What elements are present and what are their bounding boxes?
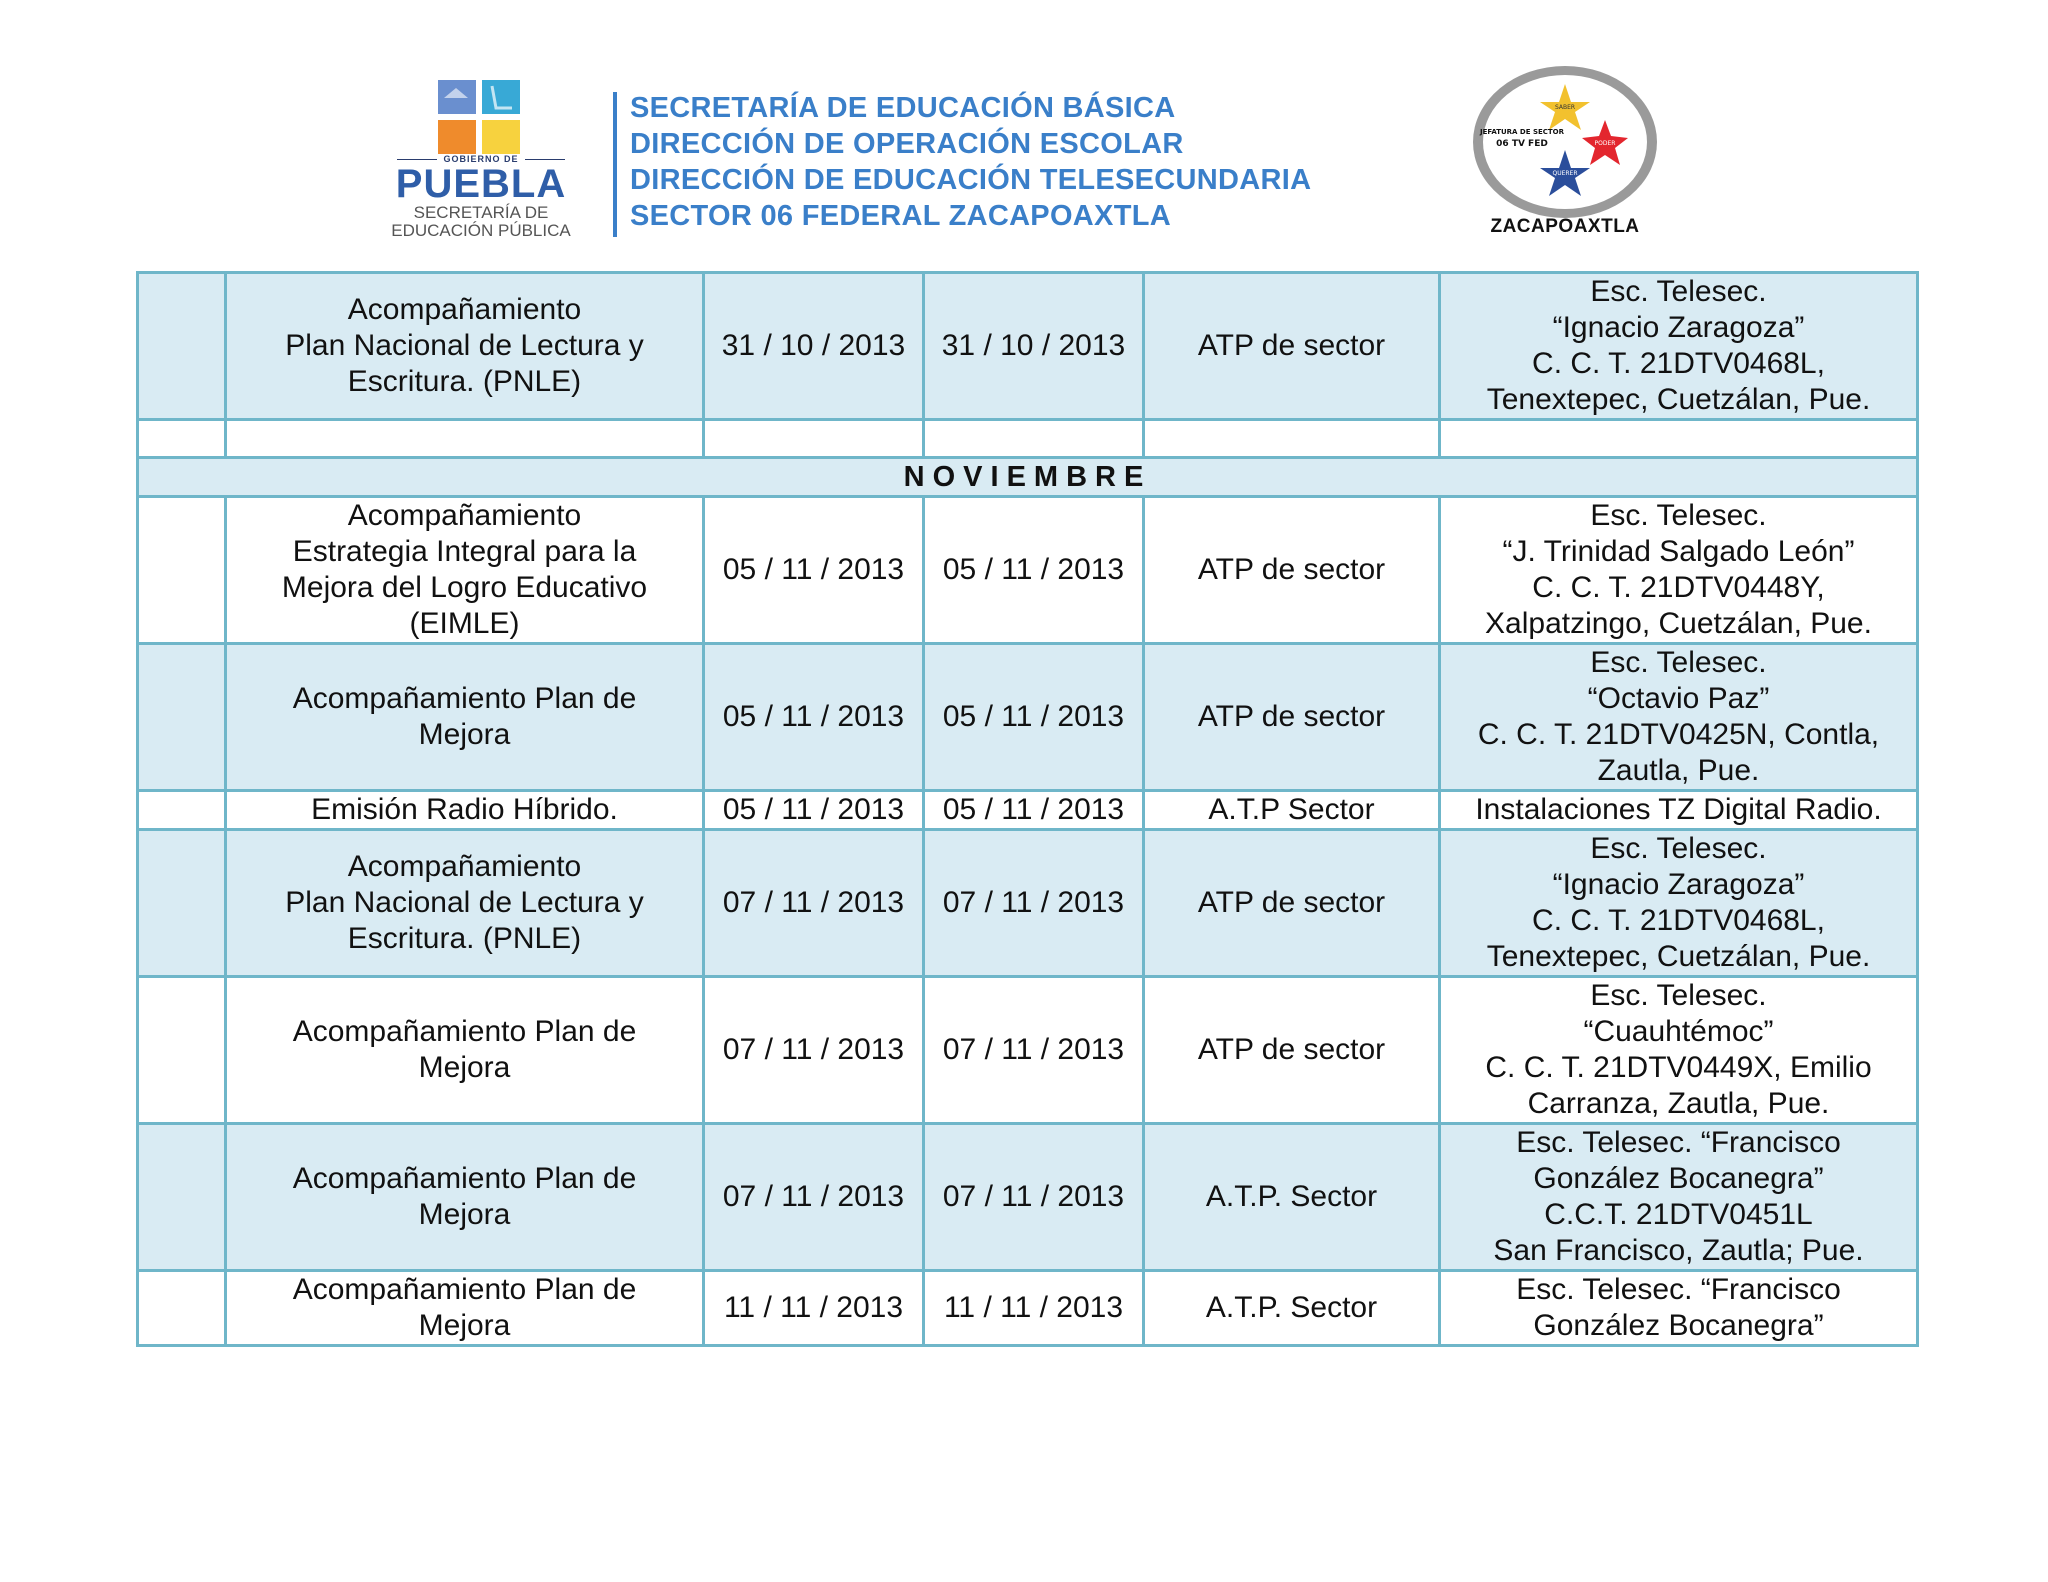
end-date-cell: 05 / 11 / 2013 <box>924 644 1144 791</box>
end-date-cell: 07 / 11 / 2013 <box>924 830 1144 977</box>
row-number-cell <box>138 977 226 1124</box>
activity-cell: Emisión Radio Híbrido. <box>226 791 704 830</box>
month-heading: NOVIEMBRE <box>138 458 1918 497</box>
row-number-cell <box>138 420 226 458</box>
responsible-cell: A.T.P. Sector <box>1144 1271 1440 1346</box>
ring-text-2: 06 TV FED <box>1496 139 1548 149</box>
header-titles <box>630 90 1390 234</box>
puebla-name: PUEBLA <box>395 162 567 206</box>
table-row <box>138 791 1918 830</box>
activity-cell: Acompañamiento Estrategia Integral para la Mejora del Logro Educativo (EIMLE) <box>226 497 704 644</box>
activity-cell: Acompañamiento Plan de Mejora <box>226 1124 704 1271</box>
sep-line-2: EDUCACIÓN PÚBLICA <box>391 221 571 240</box>
responsible-cell: ATP de sector <box>1144 977 1440 1124</box>
responsible-cell <box>1144 420 1440 458</box>
start-date-cell: 11 / 11 / 2013 <box>704 1271 924 1346</box>
start-date-cell: 05 / 11 / 2013 <box>704 497 924 644</box>
activity-cell: Acompañamiento Plan Nacional de Lectura y Escritura. (PNLE) <box>226 273 704 420</box>
table-row <box>138 1124 1918 1271</box>
end-date-cell <box>924 420 1144 458</box>
place-cell: Esc. Telesec. “Cuauhtémoc” C. C. T. 21DTV0449X, Emilio Carranza, Zautla, Pue. <box>1440 977 1918 1124</box>
start-date-cell: 31 / 10 / 2013 <box>704 273 924 420</box>
activity-cell <box>226 420 704 458</box>
start-date-cell: 05 / 11 / 2013 <box>704 644 924 791</box>
end-date-cell: 07 / 11 / 2013 <box>924 1124 1144 1271</box>
place-cell: Esc. Telesec. “Octavio Paz” C. C. T. 21DTV0425N, Contla, Zautla, Pue. <box>1440 644 1918 791</box>
row-number-cell <box>138 1271 226 1346</box>
row-number-cell <box>138 830 226 977</box>
ring-text-1: JEFATURA DE SECTOR <box>1479 128 1565 136</box>
row-number-cell <box>138 791 226 830</box>
place-cell: Instalaciones TZ Digital Radio. <box>1440 791 1918 830</box>
svg-text:PODER: PODER <box>1594 140 1616 147</box>
responsible-cell: A.T.P Sector <box>1144 791 1440 830</box>
row-number-cell <box>138 1124 226 1271</box>
activity-cell: Acompañamiento Plan de Mejora <box>226 644 704 791</box>
start-date-cell: 07 / 11 / 2013 <box>704 977 924 1124</box>
row-number-cell <box>138 497 226 644</box>
table-row <box>138 1271 1918 1346</box>
table-row <box>138 273 1918 420</box>
month-row <box>138 458 1918 497</box>
place-cell: Esc. Telesec. “Ignacio Zaragoza” C. C. T. 21DTV0468L, Tenextepec, Cuetzálan, Pue. <box>1440 273 1918 420</box>
sector-logo-caption: ZACAPOAXTLA <box>1490 216 1640 237</box>
table-row <box>138 644 1918 791</box>
activity-cell: Acompañamiento Plan Nacional de Lectura y Escritura. (PNLE) <box>226 830 704 977</box>
start-date-cell: 07 / 11 / 2013 <box>704 830 924 977</box>
responsible-cell: ATP de sector <box>1144 273 1440 420</box>
header-line-2: DIRECCIÓN DE OPERACIÓN ESCOLAR <box>630 128 1184 160</box>
table-row <box>138 497 1918 644</box>
place-cell: Esc. Telesec. “J. Trinidad Salgado León” C. C. T. 21DTV0448Y, Xalpatzingo, Cuetzálan, Pue. <box>1440 497 1918 644</box>
sep-label <box>376 204 586 240</box>
responsible-cell: ATP de sector <box>1144 644 1440 791</box>
end-date-cell: 11 / 11 / 2013 <box>924 1271 1144 1346</box>
place-cell: Esc. Telesec. “Francisco González Bocanegra” <box>1440 1271 1918 1346</box>
end-date-cell: 31 / 10 / 2013 <box>924 273 1144 420</box>
agenda-table <box>136 271 1919 1347</box>
sector-06-logo-icon <box>1470 62 1660 242</box>
header-line-4: SECTOR 06 FEDERAL ZACAPOAXTLA <box>630 200 1171 232</box>
responsible-cell: ATP de sector <box>1144 497 1440 644</box>
place-cell: Esc. Telesec. “Francisco González Bocanegra” C.C.T. 21DTV0451L San Francisco, Zautla; Pue. <box>1440 1124 1918 1271</box>
table-row <box>138 830 1918 977</box>
place-cell: Esc. Telesec. “Ignacio Zaragoza” C. C. T. 21DTV0468L, Tenextepec, Cuetzálan, Pue. <box>1440 830 1918 977</box>
activity-cell: Acompañamiento Plan de Mejora <box>226 1271 704 1346</box>
start-date-cell <box>704 420 924 458</box>
svg-text:SABER: SABER <box>1554 104 1576 111</box>
row-number-cell <box>138 273 226 420</box>
svg-text:QUERER: QUERER <box>1552 170 1578 177</box>
header-divider <box>613 92 617 237</box>
sep-line-1: SECRETARÍA DE <box>413 203 549 222</box>
responsible-cell: A.T.P. Sector <box>1144 1124 1440 1271</box>
row-number-cell <box>138 644 226 791</box>
activity-cell: Acompañamiento Plan de Mejora <box>226 977 704 1124</box>
table-row <box>138 420 1918 458</box>
header-line-1: SECRETARÍA DE EDUCACIÓN BÁSICA <box>630 92 1176 124</box>
puebla-squares-icon <box>436 78 526 158</box>
place-cell <box>1440 420 1918 458</box>
start-date-cell: 07 / 11 / 2013 <box>704 1124 924 1271</box>
end-date-cell: 05 / 11 / 2013 <box>924 791 1144 830</box>
responsible-cell: ATP de sector <box>1144 830 1440 977</box>
table-row <box>138 977 1918 1124</box>
end-date-cell: 07 / 11 / 2013 <box>924 977 1144 1124</box>
start-date-cell: 05 / 11 / 2013 <box>704 791 924 830</box>
end-date-cell: 05 / 11 / 2013 <box>924 497 1144 644</box>
gobierno-label: GOBIERNO DE <box>376 154 586 164</box>
header-line-3: DIRECCIÓN DE EDUCACIÓN TELESECUNDARIA <box>630 164 1312 196</box>
puebla-logo <box>376 78 586 238</box>
